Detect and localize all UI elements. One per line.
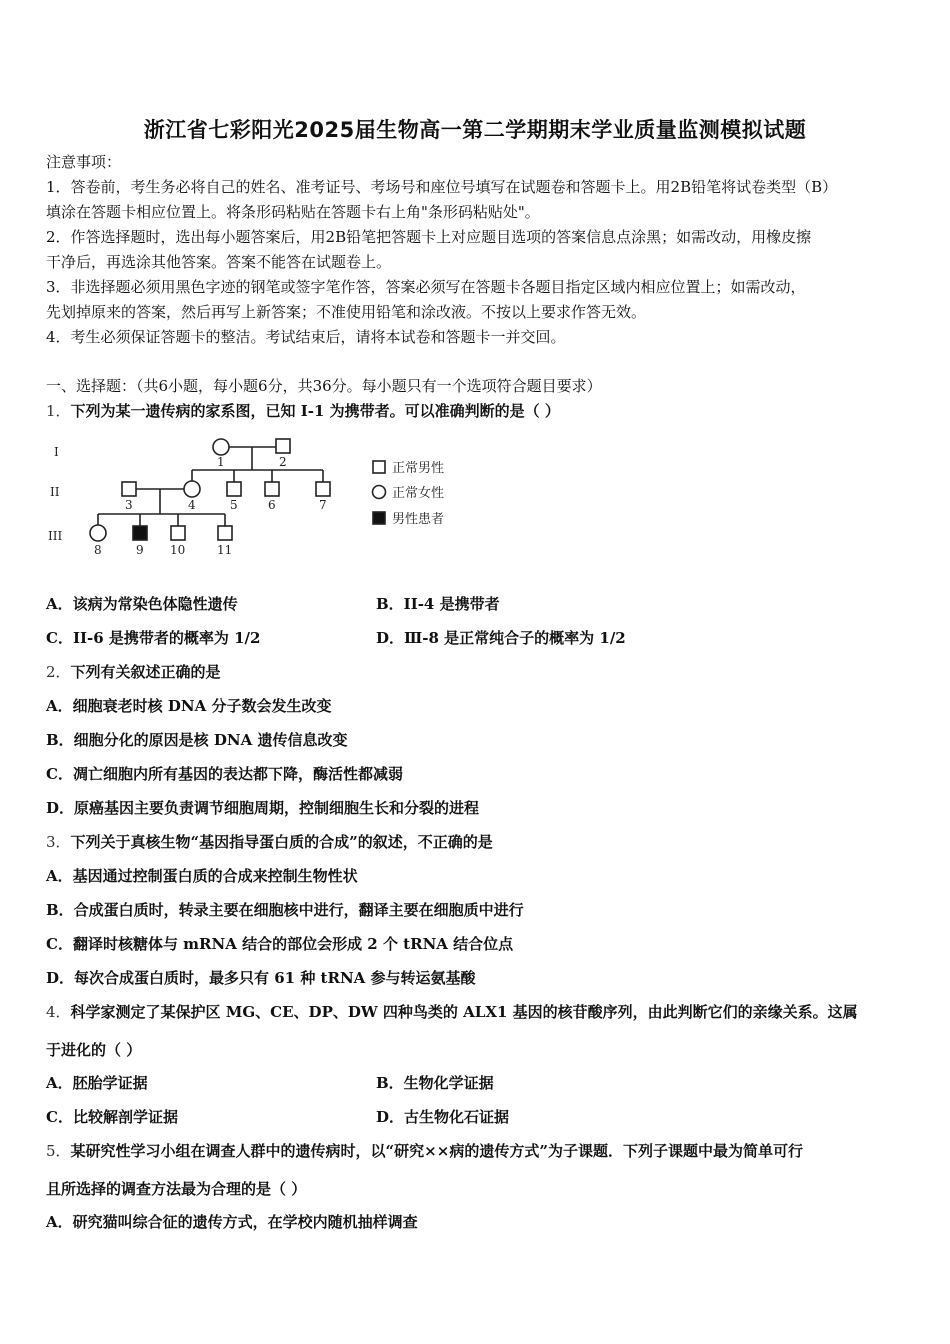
question-number: 4． bbox=[46, 1003, 71, 1021]
notice-item-1: 1．答卷前，考生务必将自己的姓名、准考证号、考场号和座位号填写在试题卷和答题卡上。用2B铅笔将试卷类型（B） bbox=[46, 178, 838, 196]
question-number: 1． bbox=[46, 402, 71, 420]
pedigree-I-1 bbox=[213, 439, 229, 455]
option-a: A．细胞衰老时核 DNA 分子数会发生改变 bbox=[46, 697, 332, 715]
legend-affected-symbol bbox=[373, 512, 385, 524]
option-b: B．细胞分化的原因是核 DNA 遗传信息改变 bbox=[46, 731, 348, 749]
option-a: A．该病为常染色体隐性遗传 bbox=[46, 595, 238, 613]
option-b: B．生物化学证据 bbox=[376, 1074, 494, 1092]
legend-female-symbol bbox=[373, 486, 386, 499]
pedigree-II-7 bbox=[316, 482, 330, 496]
individual-id: 6 bbox=[268, 498, 276, 512]
notice-item-3-cont: 先划掉原来的答案，然后再写上新答案；不准使用铅笔和涂改液。不按以上要求作答无效。 bbox=[46, 303, 647, 321]
option-d: D．古生物化石证据 bbox=[376, 1108, 510, 1126]
individual-id: 7 bbox=[319, 498, 327, 512]
legend-male-label: 正常男性 bbox=[392, 461, 445, 476]
generation-label: I bbox=[54, 445, 59, 459]
question-stem: 下列为某一遗传病的家系图，已知 I-1 为携带者。可以准确判断的是（ ） bbox=[70, 402, 560, 420]
legend-male-symbol bbox=[373, 461, 385, 473]
pedigree-III-10 bbox=[171, 526, 185, 540]
option-b: B．II-4 是携带者 bbox=[376, 595, 500, 613]
option-a: A．胚胎学证据 bbox=[46, 1074, 148, 1092]
option-c: C．II-6 是携带者的概率为 1/2 bbox=[46, 629, 261, 647]
individual-id: 5 bbox=[230, 498, 238, 512]
question-number: 5． bbox=[46, 1142, 71, 1160]
question-stem: 某研究性学习小组在调查人群中的遗传病时，以“研究××病的遗传方式”为子课题．下列子课题中最为简单可行 bbox=[70, 1142, 803, 1160]
individual-id: 11 bbox=[217, 543, 233, 557]
question-number: 3． bbox=[46, 833, 71, 851]
individual-id: 1 bbox=[217, 455, 225, 469]
pedigree-II-6 bbox=[265, 482, 279, 496]
question-number: 2． bbox=[46, 663, 71, 681]
notice-item-3: 3．非选择题必须用黑色字迹的钢笔或签字笔作答，答案必须写在答题卡各题目指定区域内相应位置上；如需改动， bbox=[46, 278, 806, 296]
pedigree-chart bbox=[40, 430, 480, 570]
notice-item-4: 4．考生必须保证答题卡的整洁。考试结束后，请将本试卷和答题卡一并交回。 bbox=[46, 328, 566, 346]
question-stem-cont: 于进化的（ ） bbox=[46, 1041, 142, 1059]
page-title: 浙江省七彩阳光2025届生物高一第二学期期末学业质量监测模拟试题 bbox=[143, 118, 807, 142]
legend-affected-label: 男性患者 bbox=[392, 512, 445, 527]
generation-label: III bbox=[48, 529, 63, 543]
generation-label: II bbox=[50, 485, 60, 499]
individual-id: 4 bbox=[188, 498, 196, 512]
option-a: A．研究猫叫综合征的遗传方式，在学校内随机抽样调查 bbox=[46, 1213, 418, 1231]
pedigree-III-11 bbox=[218, 526, 232, 540]
individual-id: 9 bbox=[136, 543, 144, 557]
section-heading: 一、选择题：（共6小题，每小题6分，共36分。每小题只有一个选项符合题目要求） bbox=[46, 377, 602, 395]
notice-heading: 注意事项： bbox=[46, 153, 122, 171]
pedigree-II-5 bbox=[227, 482, 241, 496]
pedigree-II-4 bbox=[184, 481, 200, 497]
pedigree-I-2 bbox=[276, 439, 290, 453]
option-d: D．每次合成蛋白质时，最多只有 61 种 tRNA 参与转运氨基酸 bbox=[46, 969, 476, 987]
pedigree-III-8 bbox=[90, 525, 106, 541]
question-4 bbox=[46, 1002, 858, 1022]
pedigree-III-9 bbox=[133, 526, 147, 540]
option-c: C．比较解剖学证据 bbox=[46, 1108, 178, 1126]
individual-id: 2 bbox=[279, 455, 287, 469]
option-b: B．合成蛋白质时，转录主要在细胞核中进行，翻译主要在细胞质中进行 bbox=[46, 901, 524, 919]
option-c: C．翻译时核糖体与 mRNA 结合的部位会形成 2 个 tRNA 结合位点 bbox=[46, 935, 514, 953]
question-5 bbox=[46, 1141, 803, 1161]
option-d: D．Ⅲ-8 是正常纯合子的概率为 1/2 bbox=[376, 629, 626, 647]
question-1 bbox=[46, 401, 560, 421]
question-stem: 科学家测定了某保护区 MG、CE、DP、DW 四种鸟类的 ALX1 基因的核苷酸序列，由此判断它们的亲缘关系。这属 bbox=[70, 1003, 858, 1021]
option-c: C．凋亡细胞内所有基因的表达都下降，酶活性都减弱 bbox=[46, 765, 403, 783]
pedigree-II-3 bbox=[122, 482, 136, 496]
option-a: A．基因通过控制蛋白质的合成来控制生物性状 bbox=[46, 867, 358, 885]
individual-id: 8 bbox=[94, 543, 102, 557]
notice-item-2: 2．作答选择题时，选出每小题答案后，用2B铅笔把答题卡上对应题目选项的答案信息点涂黑；如需改动，用橡皮擦 bbox=[46, 228, 812, 246]
individual-id: 3 bbox=[125, 498, 133, 512]
question-stem-cont: 且所选择的调查方法最为合理的是（ ） bbox=[46, 1180, 307, 1198]
question-2 bbox=[46, 662, 221, 682]
notice-item-1-cont: 填涂在答题卡相应位置上。将条形码粘贴在答题卡右上角"条形码粘贴处"。 bbox=[46, 203, 540, 221]
question-stem: 下列有关叙述正确的是 bbox=[70, 663, 221, 681]
notice-item-2-cont: 干净后，再选涂其他答案。答案不能答在试题卷上。 bbox=[46, 253, 392, 271]
legend-female-label: 正常女性 bbox=[392, 486, 445, 501]
individual-id: 10 bbox=[170, 543, 186, 557]
question-stem: 下列关于真核生物“基因指导蛋白质的合成”的叙述，不正确的是 bbox=[70, 833, 493, 851]
question-3 bbox=[46, 832, 493, 852]
option-d: D．原癌基因主要负责调节细胞周期，控制细胞生长和分裂的进程 bbox=[46, 799, 480, 817]
